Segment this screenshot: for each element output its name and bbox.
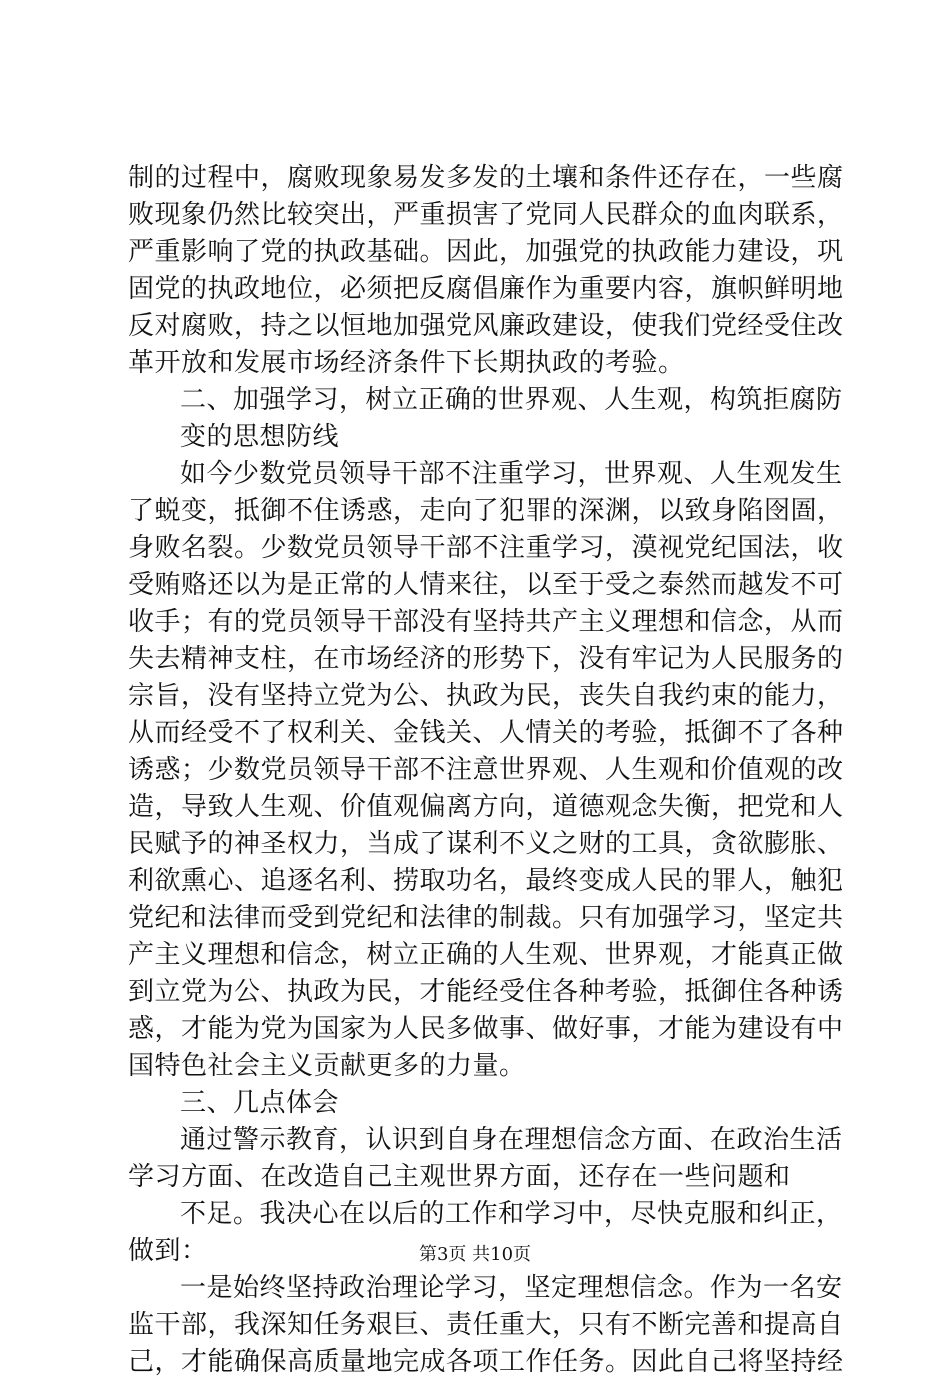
text-line: 二、加强学习，树立正确的世界观、人生观，构筑拒腐防	[180, 385, 843, 415]
text-line: 如今少数党员领导干部不注重学习，世界观、人生观发生	[180, 459, 843, 489]
text-line: 三、几点体会	[180, 1088, 340, 1118]
document-body	[128, 160, 848, 1381]
text-line: 做到：	[128, 1236, 208, 1266]
text-line: 失去精神支柱，在市场经济的形势下，没有牢记为人民服务的	[128, 644, 844, 674]
text-line: 收手；有的党员领导干部没有坚持共产主义理想和信念，从而	[128, 607, 844, 637]
text-line: 一是始终坚持政治理论学习，坚定理想信念。作为一名安	[180, 1273, 843, 1303]
text-line: 通过警示教育，认识到自身在理想信念方面、在政治生活	[180, 1125, 843, 1155]
text-line: 惑，才能为党为国家为人民多做事、做好事，才能为建设有中	[128, 1014, 844, 1044]
text-line: 严重影响了党的执政基础。因此，加强党的执政能力建设，巩	[128, 237, 844, 267]
text-line: 制的过程中，腐败现象易发多发的土壤和条件还存在，一些腐	[128, 163, 844, 193]
text-line: 宗旨，没有坚持立党为公、执政为民，丧失自我约束的能力，	[128, 681, 844, 711]
text-line: 造，导致人生观、价值观偏离方向，道德观念失衡，把党和人	[128, 792, 844, 822]
text-line: 诱惑；少数党员领导干部不注意世界观、人生观和价值观的改	[128, 755, 844, 785]
text-line: 党纪和法律而受到党纪和法律的制裁。只有加强学习，坚定共	[128, 903, 844, 933]
text-line: 革开放和发展市场经济条件下长期执政的考验。	[128, 348, 685, 378]
text-line: 利欲熏心、追逐名利、捞取功名，最终变成人民的罪人，触犯	[128, 866, 844, 896]
text-line: 监干部，我深知任务艰巨、责任重大，只有不断完善和提高自	[128, 1310, 844, 1340]
text-line: 不足。我决心在以后的工作和学习中，尽快克服和纠正，	[180, 1199, 843, 1229]
text-line: 学习方面、在改造自己主观世界方面，还存在一些问题和	[128, 1162, 791, 1192]
text-line: 到立党为公、执政为民，才能经受住各种考验，抵御住各种诱	[128, 977, 844, 1007]
text-line: 反对腐败，持之以恒地加强党风廉政建设，使我们党经受住改	[128, 311, 844, 341]
text-line: 产主义理想和信念，树立正确的人生观、世界观，才能真正做	[128, 940, 844, 970]
text-line: 败现象仍然比较突出，严重损害了党同人民群众的血肉联系，	[128, 200, 844, 230]
text-line: 了蜕变，抵御不住诱惑，走向了犯罪的深渊，以致身陷囹圄，	[128, 496, 844, 526]
text-line: 己，才能确保高质量地完成各项工作任务。因此自己将坚持经	[128, 1347, 844, 1377]
text-line: 受贿赂还以为是正常的人情来往，以至于受之泰然而越发不可	[128, 570, 844, 600]
text-line: 民赋予的神圣权力，当成了谋利不义之财的工具，贪欲膨胀、	[128, 829, 844, 859]
text-line: 变的思想防线	[180, 422, 340, 452]
text-line: 国特色社会主义贡献更多的力量。	[128, 1051, 526, 1081]
text-line: 身败名裂。少数党员领导干部不注重学习，漠视党纪国法，收	[128, 533, 844, 563]
text-line: 从而经受不了权利关、金钱关、人情关的考验，抵御不了各种	[128, 718, 844, 748]
page-footer: 第3页 共10页	[418, 1244, 532, 1265]
text-line: 固党的执政地位，必须把反腐倡廉作为重要内容，旗帜鲜明地	[128, 274, 844, 304]
